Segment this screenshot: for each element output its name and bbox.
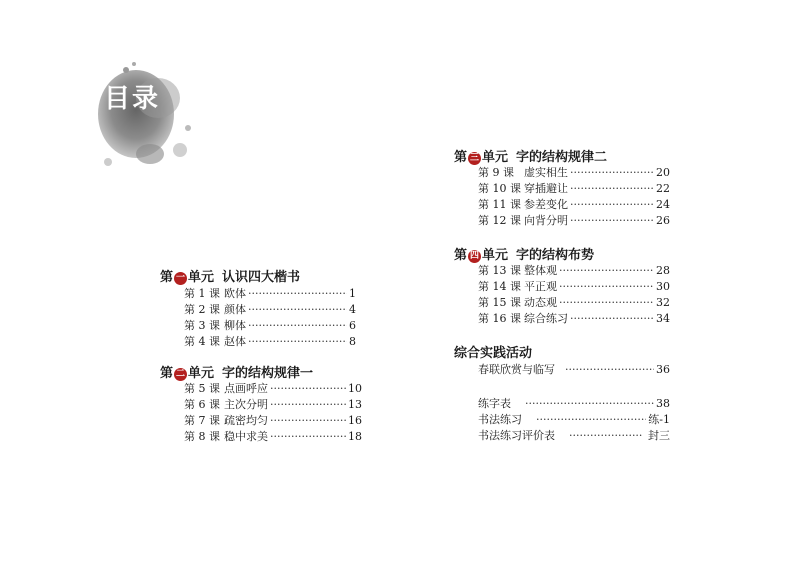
lesson-title: 疏密均匀 bbox=[224, 414, 268, 427]
dot-leader bbox=[559, 296, 654, 309]
page-title: 目录 bbox=[104, 84, 161, 114]
dot-leader bbox=[248, 335, 347, 348]
unit-suffix: 单元 bbox=[482, 248, 509, 263]
unit-heading bbox=[160, 362, 313, 381]
toc-entry[interactable] bbox=[478, 395, 670, 411]
dot-leader bbox=[248, 319, 347, 332]
page-number: 10 bbox=[348, 382, 362, 395]
lesson-number: 第 15 课 bbox=[478, 296, 521, 309]
page-number: 练-1 bbox=[648, 413, 670, 426]
page-number: 34 bbox=[656, 312, 670, 325]
page-number: 28 bbox=[656, 264, 670, 277]
lesson-title: 动态观 bbox=[524, 296, 557, 309]
lesson-title: 综合练习 bbox=[524, 312, 568, 325]
lesson-number: 第 2 课 bbox=[184, 303, 220, 316]
dot-leader bbox=[569, 429, 642, 442]
unit-suffix: 单元 bbox=[482, 150, 509, 165]
unit-prefix: 第 bbox=[160, 270, 174, 285]
lesson-title: 参差变化 bbox=[524, 198, 568, 211]
unit-name: 认识四大楷书 bbox=[222, 270, 301, 285]
page-number: 6 bbox=[349, 319, 356, 332]
dot-leader bbox=[570, 312, 654, 325]
lesson-number: 第 10 课 bbox=[478, 182, 521, 195]
lesson-title: 虚实相生 bbox=[524, 166, 568, 179]
toc-entry[interactable] bbox=[184, 412, 362, 428]
toc-entry[interactable] bbox=[184, 317, 356, 333]
page-number: 20 bbox=[656, 166, 670, 179]
lesson-title: 主次分明 bbox=[224, 398, 268, 411]
unit-heading bbox=[160, 266, 300, 285]
lesson-title: 点画呼应 bbox=[224, 382, 268, 395]
page-number: 4 bbox=[349, 303, 356, 316]
lesson-title: 稳中求美 bbox=[224, 430, 268, 443]
dot-leader bbox=[559, 280, 654, 293]
page-number: 24 bbox=[656, 198, 670, 211]
lesson-number: 第 12 课 bbox=[478, 214, 521, 227]
lesson-number: 第 5 课 bbox=[184, 382, 220, 395]
lesson-number: 第 1 课 bbox=[184, 287, 220, 300]
lesson-number: 第 7 课 bbox=[184, 414, 220, 427]
lesson-number: 第 6 课 bbox=[184, 398, 220, 411]
entry-title: 春联欣赏与临写 bbox=[478, 363, 555, 376]
lesson-number: 第 14 课 bbox=[478, 280, 521, 293]
dot-leader bbox=[570, 214, 654, 227]
toc-entry[interactable] bbox=[478, 361, 670, 377]
toc-entry[interactable] bbox=[478, 310, 670, 326]
entry-title: 书法练习评价表 bbox=[478, 429, 555, 442]
dot-leader bbox=[270, 398, 346, 411]
unit-prefix: 第 bbox=[454, 150, 468, 165]
ink-blot-emblem bbox=[88, 58, 198, 178]
dot-leader bbox=[248, 287, 347, 300]
unit-name: 字的结构规律一 bbox=[222, 366, 314, 381]
unit-number-mark: 二 bbox=[176, 369, 186, 379]
page-number: 36 bbox=[656, 363, 670, 376]
page-number: 16 bbox=[348, 414, 362, 427]
page-number: 30 bbox=[656, 280, 670, 293]
page-number: 18 bbox=[348, 430, 362, 443]
toc-entry[interactable] bbox=[478, 411, 670, 427]
lesson-number: 第 11 课 bbox=[478, 198, 521, 211]
toc-entry[interactable] bbox=[184, 333, 356, 349]
unit-suffix: 单元 bbox=[188, 270, 215, 285]
toc-entry[interactable] bbox=[184, 428, 362, 444]
lesson-title: 穿插避让 bbox=[524, 182, 568, 195]
unit-name: 字的结构规律二 bbox=[516, 150, 608, 165]
unit-suffix: 单元 bbox=[188, 366, 215, 381]
lesson-number: 第 13 课 bbox=[478, 264, 521, 277]
page-number: 8 bbox=[349, 335, 356, 348]
lesson-number: 第 9 课 bbox=[478, 166, 514, 179]
toc-entry[interactable] bbox=[478, 164, 670, 180]
page-number: 26 bbox=[656, 214, 670, 227]
unit-prefix: 第 bbox=[454, 248, 468, 263]
page-number: 32 bbox=[656, 296, 670, 309]
dot-leader bbox=[270, 382, 346, 395]
unit-number-mark: 一 bbox=[176, 273, 186, 283]
dot-leader bbox=[565, 363, 654, 376]
dot-leader bbox=[270, 414, 346, 427]
page-number: 22 bbox=[656, 182, 670, 195]
toc-entry[interactable] bbox=[478, 212, 670, 228]
dot-leader bbox=[270, 430, 346, 443]
page-number: 封三 bbox=[648, 429, 670, 442]
toc-entry[interactable] bbox=[478, 294, 670, 310]
lesson-title: 整体观 bbox=[524, 264, 557, 277]
dot-leader bbox=[525, 397, 654, 410]
dot-leader bbox=[536, 413, 646, 426]
lesson-number: 第 8 课 bbox=[184, 430, 220, 443]
toc-entry[interactable] bbox=[478, 262, 670, 278]
unit-prefix: 第 bbox=[160, 366, 174, 381]
lesson-title: 赵体 bbox=[224, 335, 246, 348]
unit-name: 字的结构布势 bbox=[516, 248, 595, 263]
dot-leader bbox=[570, 166, 654, 179]
page-number: 13 bbox=[348, 398, 362, 411]
lesson-title: 向背分明 bbox=[524, 214, 568, 227]
dot-leader bbox=[570, 198, 654, 211]
page-number: 38 bbox=[656, 397, 670, 410]
toc-entry[interactable] bbox=[184, 285, 356, 301]
unit-heading bbox=[454, 146, 607, 165]
dot-leader bbox=[570, 182, 654, 195]
lesson-number: 第 16 课 bbox=[478, 312, 521, 325]
toc-entry[interactable] bbox=[478, 427, 670, 443]
section-heading: 综合实践活动 bbox=[454, 346, 533, 361]
lesson-title: 柳体 bbox=[224, 319, 246, 332]
toc-entry[interactable] bbox=[184, 396, 362, 412]
lesson-title: 颜体 bbox=[224, 303, 246, 316]
toc-entry[interactable] bbox=[478, 196, 670, 212]
dot-leader bbox=[248, 303, 347, 316]
unit-number-mark: 三 bbox=[470, 153, 480, 163]
unit-number-mark: 四 bbox=[470, 251, 480, 261]
toc-entry[interactable] bbox=[478, 278, 670, 294]
entry-title: 书法练习 bbox=[478, 413, 522, 426]
toc-entry[interactable] bbox=[184, 380, 362, 396]
lesson-title: 平正观 bbox=[524, 280, 557, 293]
lesson-title: 欧体 bbox=[224, 287, 246, 300]
lesson-number: 第 3 课 bbox=[184, 319, 220, 332]
page-number: 1 bbox=[349, 287, 356, 300]
toc-entry[interactable] bbox=[478, 180, 670, 196]
unit-heading bbox=[454, 244, 594, 263]
lesson-number: 第 4 课 bbox=[184, 335, 220, 348]
toc-entry[interactable] bbox=[184, 301, 356, 317]
entry-title: 练字表 bbox=[478, 397, 511, 410]
dot-leader bbox=[559, 264, 654, 277]
